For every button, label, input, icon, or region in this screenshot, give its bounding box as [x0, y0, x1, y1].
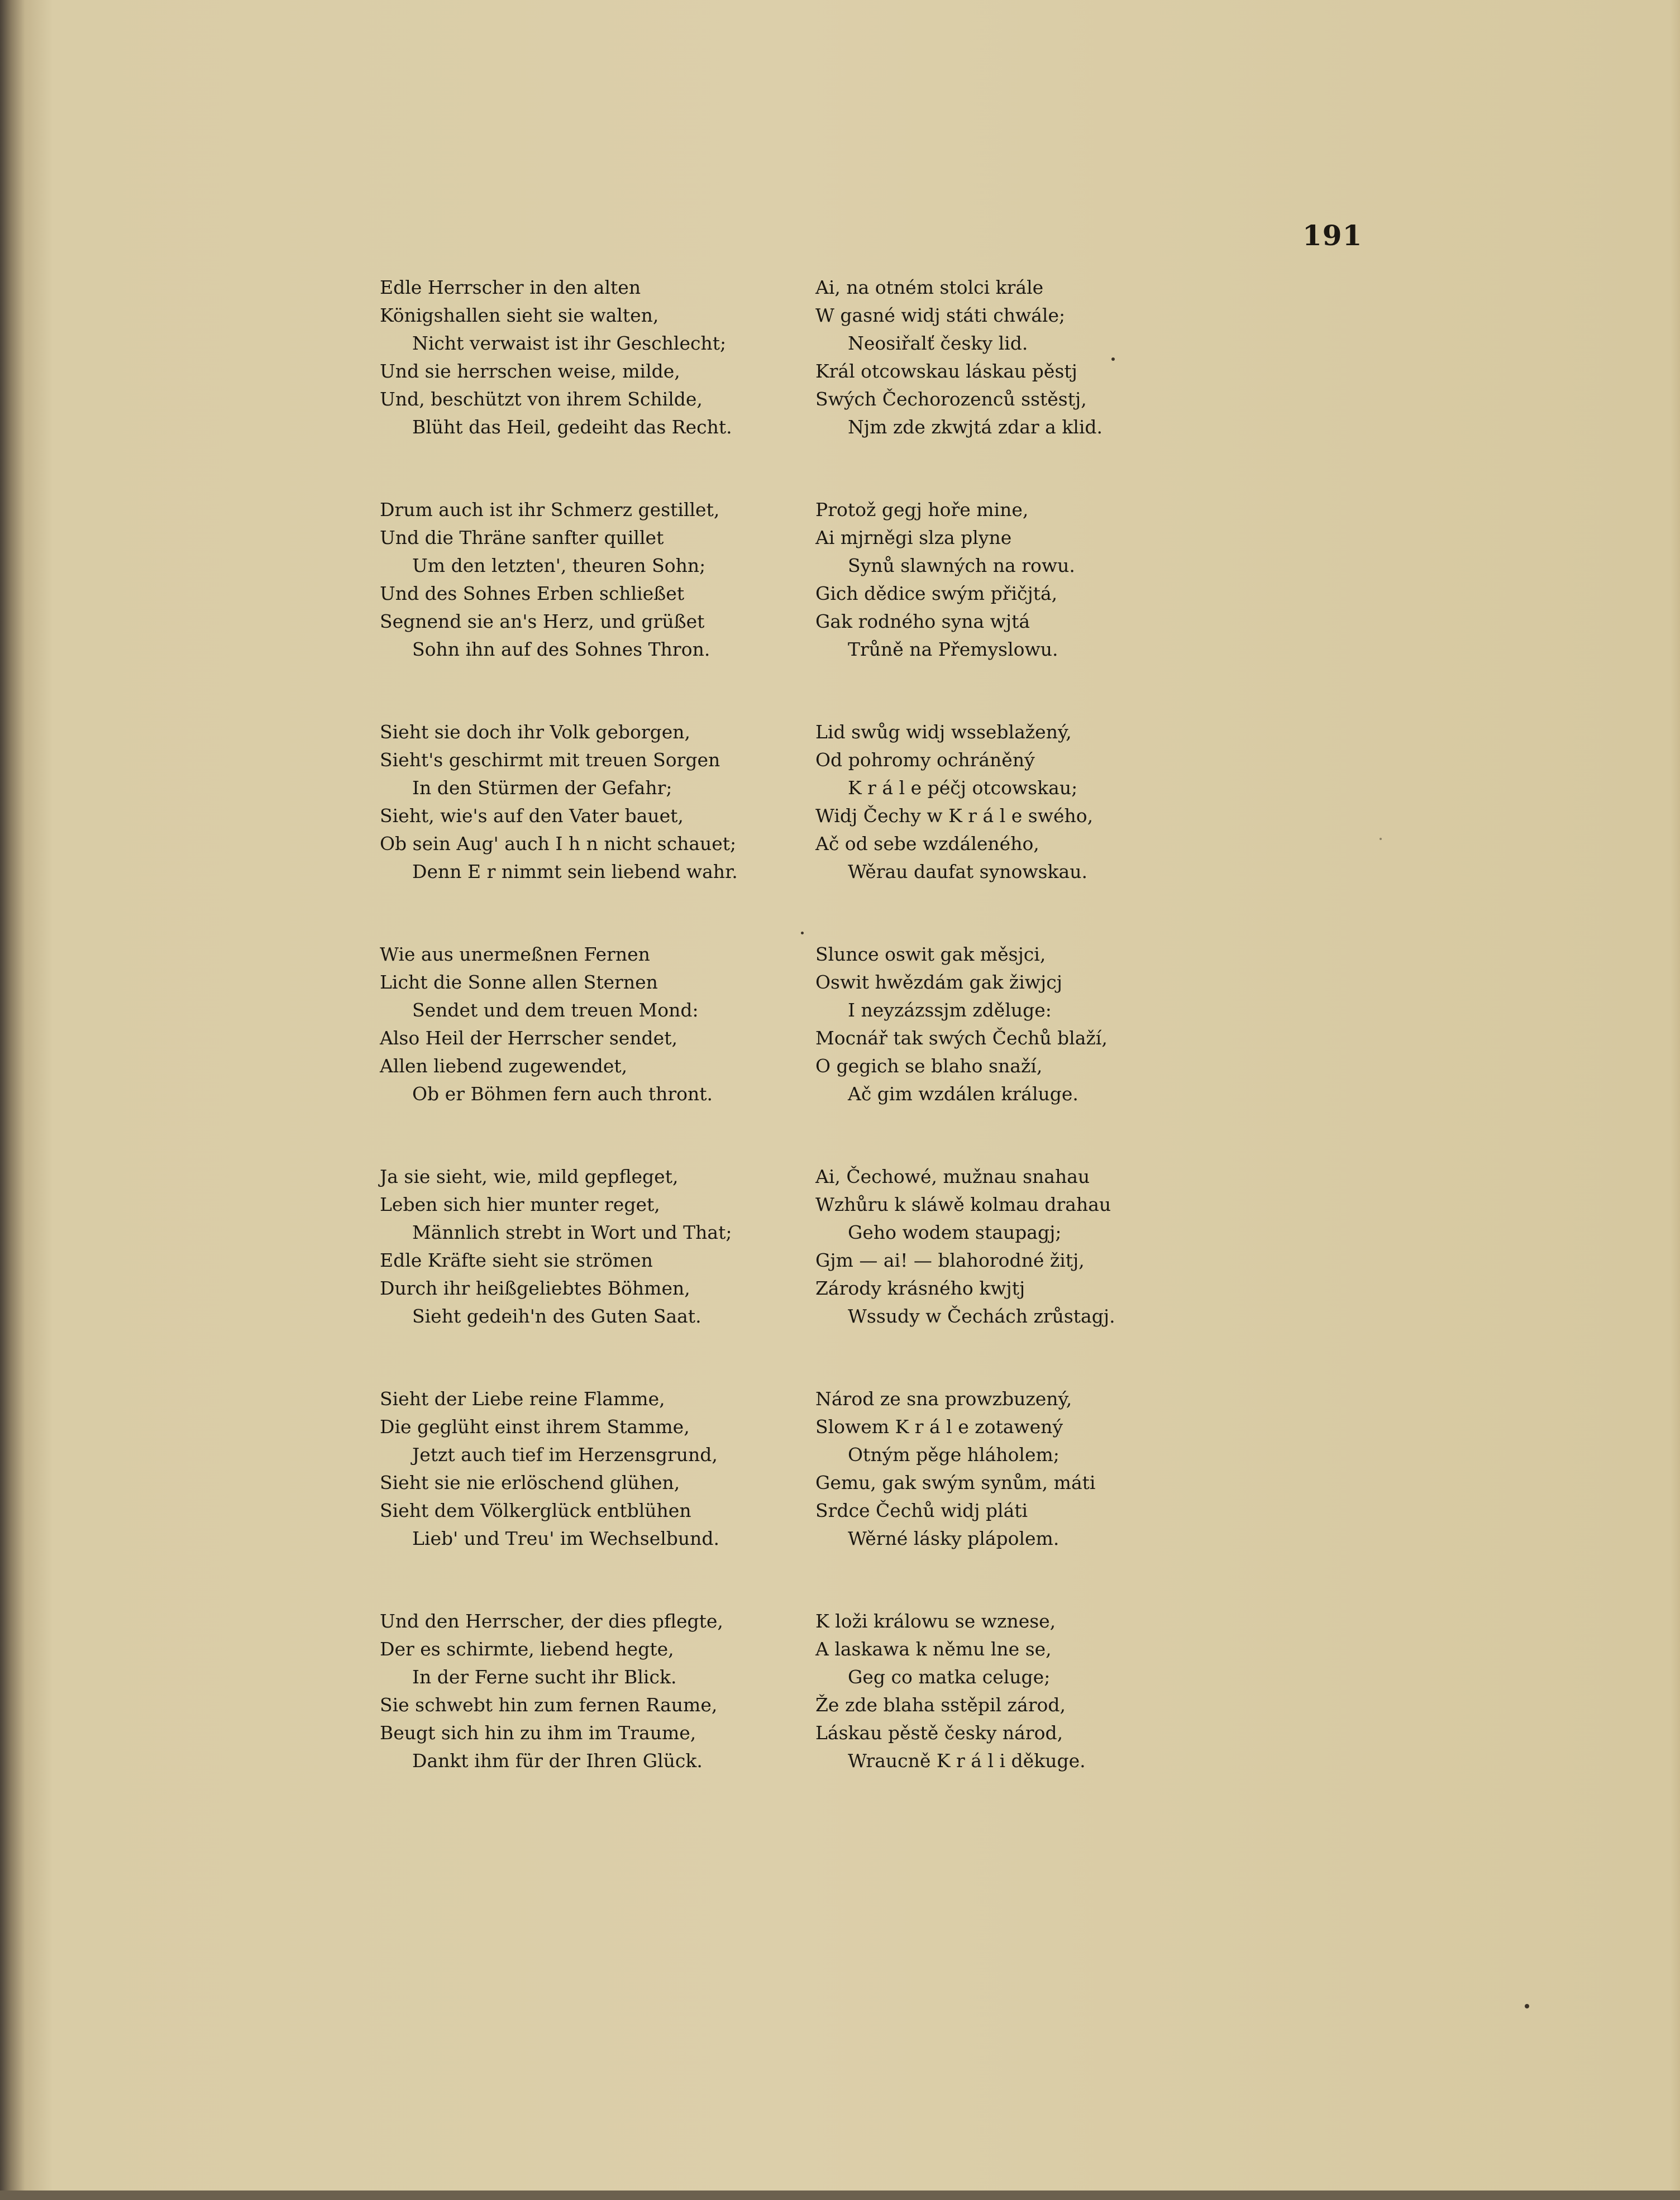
czech-poem-line: Gjm — ai! — blahorodné žitj,	[815, 1249, 1085, 1271]
czech-poem-line: Gich dědice swým přičjtá,	[815, 583, 1058, 604]
german-stanza	[380, 718, 771, 886]
german-poem-line: In den Stürmen der Gefahr;	[412, 777, 672, 799]
czech-poem-line: Wzhůru k sláwě kolmau drahau	[815, 1194, 1111, 1215]
czech-stanza	[815, 496, 1206, 664]
german-poem-line: Und, beschützt von ihrem Schilde,	[380, 388, 703, 410]
czech-poem-line: Lid swůg widj wsseblažený,	[815, 721, 1072, 743]
czech-poem-line: Slowem K r á l e zotawený	[815, 1416, 1063, 1438]
german-poem-line: Sieht, wie's auf den Vater bauet,	[380, 805, 684, 827]
czech-poem-line: Protož gegj hoře mine,	[815, 499, 1029, 521]
german-stanza	[380, 496, 771, 664]
ink-speck	[1111, 357, 1115, 361]
german-stanza	[380, 941, 771, 1108]
german-poem-line: Königshallen sieht sie walten,	[380, 304, 659, 326]
german-poem-line: Sohn ihn auf des Sohnes Thron.	[412, 638, 710, 660]
czech-poem-line: Oswit hwězdám gak žiwjcj	[815, 971, 1062, 993]
czech-poem-line: Zárody krásného kwjtj	[815, 1277, 1025, 1299]
czech-poem-line: Od pohromy ochráněný	[815, 749, 1035, 771]
german-poem-line: Licht die Sonne allen Sternen	[380, 971, 658, 993]
german-poem-column	[380, 274, 771, 1830]
czech-poem-line: Trůně na Přemyslowu.	[848, 638, 1058, 660]
czech-poem-line: Geg co matka celuge;	[848, 1666, 1051, 1688]
czech-poem-line: Wěrau daufat synowskau.	[848, 861, 1087, 882]
german-stanza	[380, 274, 771, 441]
czech-poem-line: Ai, na otném stolci krále	[815, 276, 1044, 298]
german-poem-line: Wie aus unermeßnen Fernen	[380, 943, 650, 965]
german-poem-line: Leben sich hier munter reget,	[380, 1194, 660, 1215]
czech-poem-line: K loži králowu se wznese,	[815, 1610, 1056, 1632]
czech-stanza	[815, 274, 1206, 441]
page-number: 191	[1302, 219, 1363, 252]
german-poem-line: Sendet und dem treuen Mond:	[412, 999, 699, 1021]
czech-poem-line: Že zde blaha sstěpil zárod,	[815, 1694, 1066, 1716]
german-poem-line: Sieht sie doch ihr Volk geborgen,	[380, 721, 691, 743]
german-poem-line: Und die Thräne sanfter quillet	[380, 527, 664, 548]
german-poem-line: Denn E r nimmt sein liebend wahr.	[412, 861, 738, 882]
german-poem-line: Um den letzten', theuren Sohn;	[412, 555, 706, 576]
czech-poem-line: Wěrné lásky plápolem.	[848, 1528, 1059, 1549]
czech-poem-line: Slunce oswit gak měsjci,	[815, 943, 1046, 965]
czech-poem-line: Widj Čechy w K r á l e swého,	[815, 805, 1094, 827]
german-poem-line: Jetzt auch tief im Herzensgrund,	[412, 1444, 718, 1466]
czech-poem-line: Ai mjrněgi slza plyne	[815, 527, 1012, 548]
czech-poem-line: Neosiřalť česky lid.	[848, 332, 1028, 354]
german-poem-line: Allen liebend zugewendet,	[380, 1055, 628, 1077]
ink-speck	[1380, 838, 1382, 840]
german-poem-line: Ob sein Aug' auch I h n nicht schauet;	[380, 833, 737, 855]
german-poem-line: Dankt ihm für der Ihren Glück.	[412, 1750, 703, 1772]
czech-stanza	[815, 1163, 1206, 1330]
czech-poem-line: Njm zde zkwjtá zdar a klid.	[848, 416, 1103, 438]
czech-poem-line: Mocnář tak swých Čechů blaží,	[815, 1027, 1108, 1049]
german-poem-line: Die geglüht einst ihrem Stamme,	[380, 1416, 690, 1438]
german-poem-line: Ja sie sieht, wie, mild gepfleget,	[380, 1166, 679, 1187]
german-poem-line: Ob er Böhmen fern auch thront.	[412, 1083, 713, 1105]
german-stanza	[380, 1607, 771, 1775]
german-poem-line: Sie schwebt hin zum fernen Raume,	[380, 1694, 718, 1716]
ink-speck	[801, 932, 804, 934]
czech-poem-line: Gemu, gak swým synům, máti	[815, 1472, 1096, 1493]
german-poem-line: Edle Herrscher in den alten	[380, 276, 641, 298]
czech-stanza	[815, 1607, 1206, 1775]
czech-poem-line: Otným pěge hláholem;	[848, 1444, 1059, 1466]
czech-poem-line: K r á l e péčj otcowskau;	[848, 777, 1078, 799]
german-poem-line: Sieht gedeih'n des Guten Saat.	[412, 1305, 701, 1327]
german-poem-line: Blüht das Heil, gedeiht das Recht.	[412, 416, 732, 438]
german-poem-line: Sieht sie nie erlöschend glühen,	[380, 1472, 680, 1493]
german-poem-line: Der es schirmte, liebend hegte,	[380, 1638, 674, 1660]
czech-poem-column	[815, 274, 1206, 1830]
german-poem-line: Edle Kräfte sieht sie strömen	[380, 1249, 653, 1271]
czech-poem-line: I neyzázssjm zděluge:	[848, 999, 1052, 1021]
german-poem-line: Und sie herrschen weise, milde,	[380, 360, 680, 382]
german-poem-line: Sieht dem Völkerglück entblühen	[380, 1500, 691, 1521]
czech-poem-line: Ač gim wzdálen králuge.	[848, 1083, 1078, 1105]
german-poem-line: Lieb' und Treu' im Wechselbund.	[412, 1528, 720, 1549]
czech-poem-line: Král otcowskau láskau pěstj	[815, 360, 1077, 382]
czech-poem-line: A laskawa k němu lne se,	[815, 1638, 1052, 1660]
czech-poem-line: Láskau pěstě česky národ,	[815, 1722, 1063, 1744]
czech-poem-line: O gegich se blaho snaží,	[815, 1055, 1043, 1077]
czech-poem-line: Národ ze sna prowzbuzený,	[815, 1388, 1072, 1410]
czech-poem-line: Geho wodem staupagj;	[848, 1221, 1062, 1243]
czech-poem-line: Ai, Čechowé, mužnau snahau	[815, 1166, 1090, 1187]
german-poem-line: Drum auch ist ihr Schmerz gestillet,	[380, 499, 720, 521]
czech-poem-line: W gasné widj státi chwále;	[815, 304, 1066, 326]
czech-poem-line: Wssudy w Čechách zrůstagj.	[848, 1305, 1115, 1327]
czech-poem-line: Wraucně K r á l i děkuge.	[848, 1750, 1086, 1772]
german-poem-line: Und den Herrscher, der dies pflegte,	[380, 1610, 723, 1632]
german-poem-line: Segnend sie an's Herz, und grüßet	[380, 610, 705, 632]
german-poem-line: In der Ferne sucht ihr Blick.	[412, 1666, 677, 1688]
german-stanza	[380, 1163, 771, 1330]
german-poem-line: Beugt sich hin zu ihm im Traume,	[380, 1722, 696, 1744]
czech-poem-line: Swých Čechorozenců sstěstj,	[815, 388, 1087, 410]
czech-stanza	[815, 941, 1206, 1108]
ink-speck	[1525, 2004, 1529, 2008]
czech-stanza	[815, 718, 1206, 886]
german-poem-line: Männlich strebt in Wort und That;	[412, 1221, 732, 1243]
czech-poem-line: Gak rodného syna wjtá	[815, 610, 1030, 632]
czech-poem-line: Synů slawných na rowu.	[848, 555, 1075, 576]
german-poem-line: Durch ihr heißgeliebtes Böhmen,	[380, 1277, 690, 1299]
page-bottom-edge	[0, 2191, 1680, 2200]
czech-poem-line: Srdce Čechů widj pláti	[815, 1500, 1028, 1521]
german-poem-line: Nicht verwaist ist ihr Geschlecht;	[412, 332, 727, 354]
german-stanza	[380, 1385, 771, 1553]
german-poem-line: Sieht der Liebe reine Flamme,	[380, 1388, 665, 1410]
german-poem-line: Und des Sohnes Erben schließet	[380, 583, 685, 604]
czech-stanza	[815, 1385, 1206, 1553]
czech-poem-line: Ač od sebe wzdáleného,	[815, 833, 1039, 855]
german-poem-line: Also Heil der Herrscher sendet,	[380, 1027, 677, 1049]
german-poem-line: Sieht's geschirmt mit treuen Sorgen	[380, 749, 720, 771]
